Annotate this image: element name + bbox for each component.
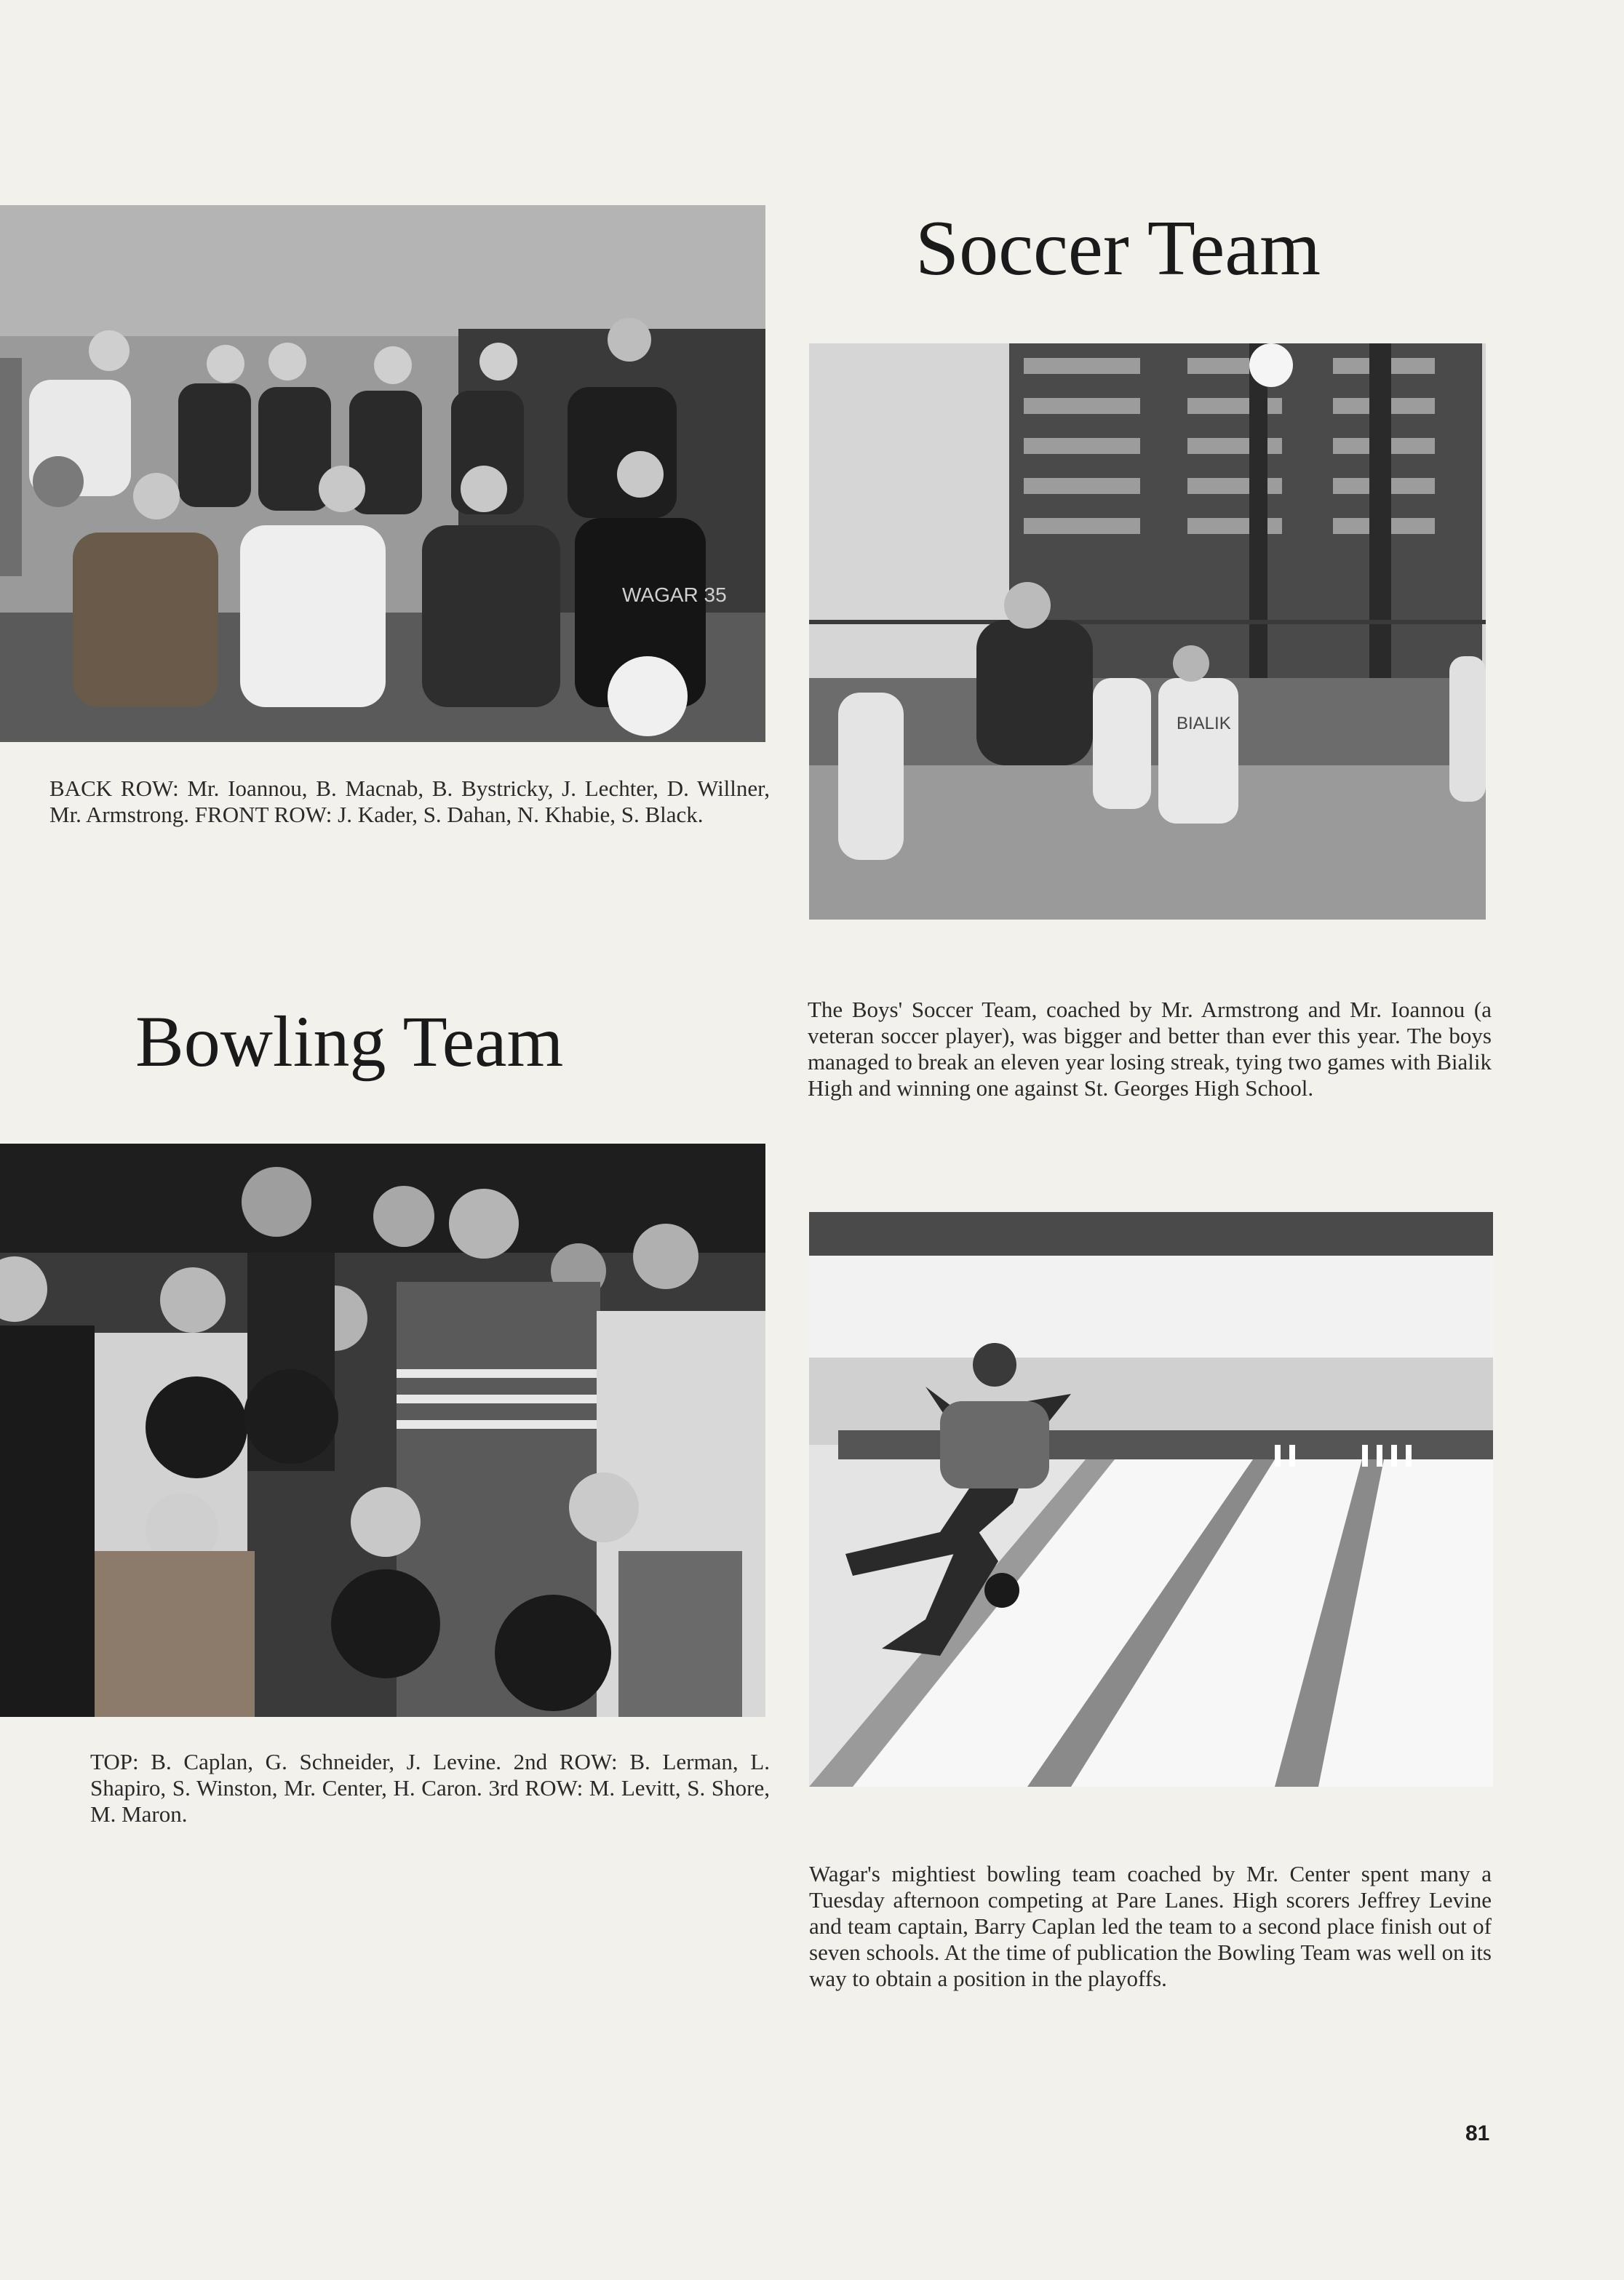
soccer-team-photo (0, 205, 765, 742)
jersey-text: WAGAR 35 (622, 583, 727, 606)
bowling-story: Wagar's mightiest bowling team coached by Mr. Center spent many a Tuesday afternoon competing at Pare Lanes. High scorers Jeffrey Levine and team captain, Barry Caplan led the team to a second place finish out of seven schools. At the time of publication the Bowling Team was well on its way to obtain a position in the playoffs. (809, 1861, 1492, 1991)
soccer-team-title: Soccer Team (915, 205, 1321, 292)
bowling-team-caption: TOP: B. Caplan, G. Schneider, J. Levine. 2nd ROW: B. Lerman, L. Shapiro, S. Winston, Mr. Center, H. Caron. 3rd ROW: M. Levitt, S. Shore, M. Maron. (90, 1749, 770, 1827)
bowling-action-photo (809, 1212, 1493, 1787)
soccer-story: The Boys' Soccer Team, coached by Mr. Armstrong and Mr. Ioannou (a veteran soccer player), was bigger and better than ever this year. The boys managed to break an eleven year losing streak, tying two games with Bialik High and winning one against St. Georges High School. (808, 997, 1492, 1101)
bowling-team-photo (0, 1144, 765, 1717)
bowling-team-title: Bowling Team (135, 1001, 564, 1082)
soccer-action-photo (809, 343, 1486, 920)
page-number: 81 (1465, 2121, 1490, 2145)
shirt-text: BIALIK (1177, 714, 1231, 733)
soccer-team-caption: BACK ROW: Mr. Ioannou, B. Macnab, B. Bystricky, J. Lechter, D. Willner, Mr. Armstrong. FRONT ROW: J. Kader, S. Dahan, N. Khabie, S. Black. (49, 776, 770, 827)
